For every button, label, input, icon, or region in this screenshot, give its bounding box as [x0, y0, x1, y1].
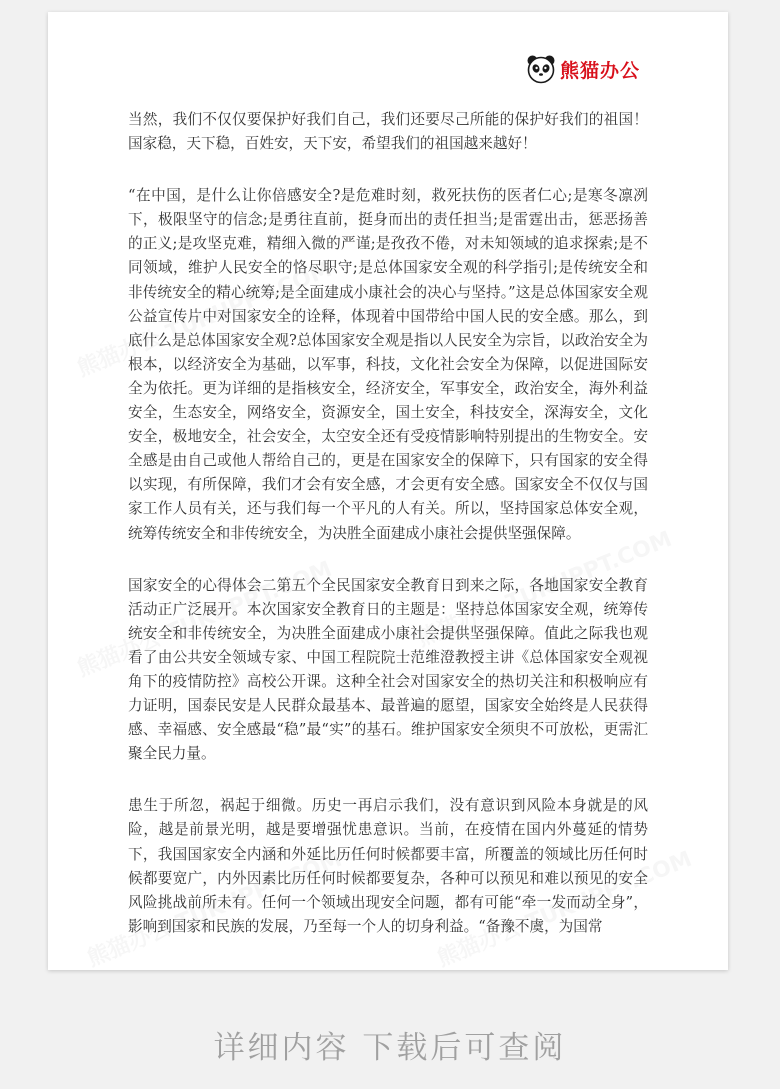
download-hint-caption: 详细内容 下载后可查阅	[213, 1030, 567, 1066]
paragraph: 患生于所忽，祸起于细微。历史一再启示我们，没有意识到风险本身就是的风险，越是前景光明，越是要增强忧患意识。当前，在疫情在国内外蔓延的情势下，我国国家安全内涵和外延比历任何时候都要丰富，所覆盖的领域比历任何时候都要宽广，内外因素比历任何时候都要复杂，各种可以预见和难以预见的安全风险挑战前所未有。任何一个领域出现安全问题，都有可能“牵一发而动全身”，影响到国家和民族的发展，乃至每一个人的切身利益。“备豫不虞，为国常	[128, 797, 648, 935]
paragraph: 国家安全的心得体会二第五个全民国家安全教育日到来之际，各地国家安全教育活动正广泛展开。本次国家安全教育日的主题是：坚持总体国家安全观，统筹传统安全和非传统安全，为决胜全面建成小康社会提供坚强保障。值此之际我也观看了由公共安全领域专家、中国工程院院士范维澄教授主讲《总体国家安全观视角下的疫情防控》高校公开课。这种全社会对国家安全的热切关注和积极响应有力证明，国泰民安是人民群众最基本、最普遍的愿望，国家安全始终是人民获得感、幸福感、安全感最“稳”最“实”的基石。维护国家安全须臾不可放松，更需汇聚全民力量。	[128, 576, 648, 763]
paragraph: 当然，我们不仅仅要保护好我们自己，我们还要尽己所能的保护好我们的祖国！国家稳，天下稳，百姓安，天下安，希望我们的祖国越来越好！	[128, 111, 648, 153]
document-body	[128, 108, 648, 967]
brand-name: 熊猫办公	[559, 59, 640, 82]
panda-icon	[526, 54, 556, 84]
paragraph: “在中国，是什么让你倍感安全?是危难时刻，救死扶伤的医者仁心;是寒冬凛冽下，极限坚守的信念;是勇往直前，挺身而出的责任担当;是雷霆出击，惩恶扬善的正义;是攻坚克难，精细入微的严谨;是孜孜不倦，对未知领域的追求探索;是不同领域，维护人民安全的恪尽职守;是总体国家安全观的科学指引;是传统安全和非传统安全的精心统筹;是全面建成小康社会的决心与坚持。”这是总体国家安全观公益宣传片中对国家安全的诠释，体现着中国带给中国人民的安全感。那么，到底什么是总体国家安全观?总体国家安全观是指以人民安全为宗旨，以政治安全为根本，以经济安全为基础，以军事，科技，文化社会安全为保障，以促进国际安全为依托。更为详细的是指核安全，经济安全，军事安全，政治安全，海外利益安全，生态安全，网络安全，资源安全，国土安全，科技安全，深海安全，文化安全，极地安全，社会安全，太空安全还有受疫情影响特别提出的生物安全。安全感是由自己或他人帮给自己的，更是在国家安全的保障下，只有国家的安全得以实现，有所保障，我们才会有安全感，才会更有安全感。国家安全不仅仅与国家工作人员有关，还与我们每一个平凡的人有关。所以，坚持国家总体安全观，统筹传统安全和非传统安全，为决胜全面建成小康社会提供坚强保障。	[128, 187, 648, 542]
document-page	[48, 12, 728, 970]
brand-logo	[526, 54, 640, 84]
